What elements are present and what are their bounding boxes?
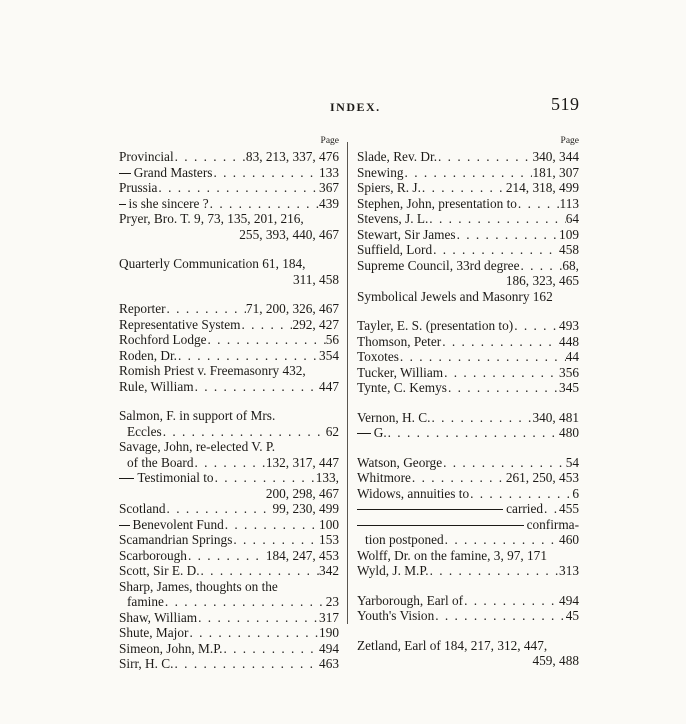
index-entry-continuation: Eccles . . . 62	[119, 424, 339, 440]
index-entry: Supreme Council, 33rd degree . . . 68,	[357, 258, 579, 274]
index-entry: Thomson, Peter . . . 448	[357, 334, 579, 350]
index-entry: G. . . . 480	[357, 425, 579, 441]
index-entry-continuation: tion postponed . . . 460	[357, 532, 579, 548]
index-entry: Roden, Dr. . . . 354	[119, 348, 339, 364]
index-entry: Youth's Vision . . . 45	[357, 608, 579, 624]
index-entry: Scotland . . . 99, 230, 499	[119, 501, 339, 517]
index-entry: Shute, Major . . . 190	[119, 625, 339, 641]
index-entry: Representative System . . . 292, 427	[119, 317, 339, 333]
index-entry: Prussia . . . 367	[119, 180, 339, 196]
index-entry: Spiers, R. J. . . . 214, 318, 499	[357, 180, 579, 196]
index-entry: Tucker, William . . . 356	[357, 365, 579, 381]
index-entry: Tayler, E. S. (presentation to) . . . 493	[357, 318, 579, 334]
index-entry: Symbolical Jewels and Masonry 162	[357, 288, 553, 304]
index-entry: Quarterly Communication 61, 184,	[119, 256, 306, 271]
column-label: Page	[320, 136, 339, 146]
column-divider	[347, 142, 348, 624]
column-label: Page	[560, 136, 579, 146]
index-entry: is she sincere ? . . . 439	[119, 196, 339, 212]
index-entry: Shaw, William . . . 317	[119, 610, 339, 626]
index-entry: Rule, William . . . 447	[119, 379, 339, 395]
index-entry: Rochford Lodge . . . 56	[119, 332, 339, 348]
index-entry: Testimonial to . . . 133,	[119, 470, 339, 486]
index-entry: Benevolent Fund . . . 100	[119, 517, 339, 533]
index-entry: Grand Masters . . . 133	[119, 165, 339, 181]
index-entry: Slade, Rev. Dr. . . . 340, 344	[357, 149, 579, 165]
index-column-right	[357, 136, 579, 669]
index-entry: Wolff, Dr. on the famine, 3, 97, 171	[357, 547, 547, 563]
index-entry: Sirr, H. C. . . . 463	[119, 656, 339, 672]
index-entry: carried . . . 455	[357, 501, 579, 517]
index-entry: Romish Priest v. Freemasonry 432,	[119, 363, 306, 378]
index-entry: Widows, annuities to . . . 6	[357, 486, 579, 502]
index-entry: Provincial . . . 83, 213, 337, 476	[119, 149, 339, 165]
index-entry: Savage, John, re-elected V. P.	[119, 439, 276, 454]
running-head: INDEX.	[330, 100, 381, 114]
index-entry: Scamandrian Springs . . . 153	[119, 532, 339, 548]
index-entry: Stephen, John, presentation to . . . 113	[357, 196, 579, 212]
index-entry: Zetland, Earl of 184, 217, 312, 447,	[357, 637, 548, 653]
index-entry-continuation: 311, 458	[292, 271, 339, 287]
index-entry: Stevens, J. L. . . . 64	[357, 211, 579, 227]
index-column-left	[119, 136, 339, 672]
index-entry-continuation: 186, 323, 465	[505, 273, 579, 288]
index-entry: Reporter . . . 71, 200, 326, 467	[119, 301, 339, 317]
index-entry-continuation: 255, 393, 440, 467	[239, 226, 339, 242]
page-number: 519	[551, 94, 580, 114]
index-entry: Scott, Sir E. D. . . . 342	[119, 563, 339, 579]
index-entry: Salmon, F. in support of Mrs.	[119, 408, 276, 423]
index-entry: Scarborough . . . 184, 247, 453	[119, 548, 339, 564]
index-entry-continuation: 459, 488	[532, 653, 579, 668]
index-entry: Toxotes . . . 44	[357, 349, 579, 365]
index-entry: Whitmore . . . 261, 250, 453	[357, 470, 579, 486]
index-entry: Sharp, James, thoughts on the	[119, 578, 278, 594]
index-entry: Suffield, Lord . . . 458	[357, 242, 579, 258]
index-entry: Snewing . . . 181, 307	[357, 165, 579, 181]
index-entry-continuation: 200, 298, 467	[265, 485, 339, 501]
index-entry: Vernon, H. C. . . . 340, 481	[357, 410, 579, 426]
index-entry: Stewart, Sir James . . . 109	[357, 227, 579, 243]
index-entry: Watson, George . . . 54	[357, 455, 579, 471]
index-entry: Yarborough, Earl of . . . 494	[357, 593, 579, 609]
index-entry: Wyld, J. M.P. . . . 313	[357, 563, 579, 579]
index-entry: confirma-	[357, 517, 579, 533]
index-entry-continuation: of the Board . . . 132, 317, 447	[119, 455, 339, 471]
index-entry: Pryer, Bro. T. 9, 73, 135, 201, 216,	[119, 211, 304, 226]
index-entry: Simeon, John, M.P. . . . 494	[119, 641, 339, 657]
index-entry: Tynte, C. Kemys . . . 345	[357, 380, 579, 396]
index-entry-continuation: famine . . . 23	[119, 594, 339, 610]
